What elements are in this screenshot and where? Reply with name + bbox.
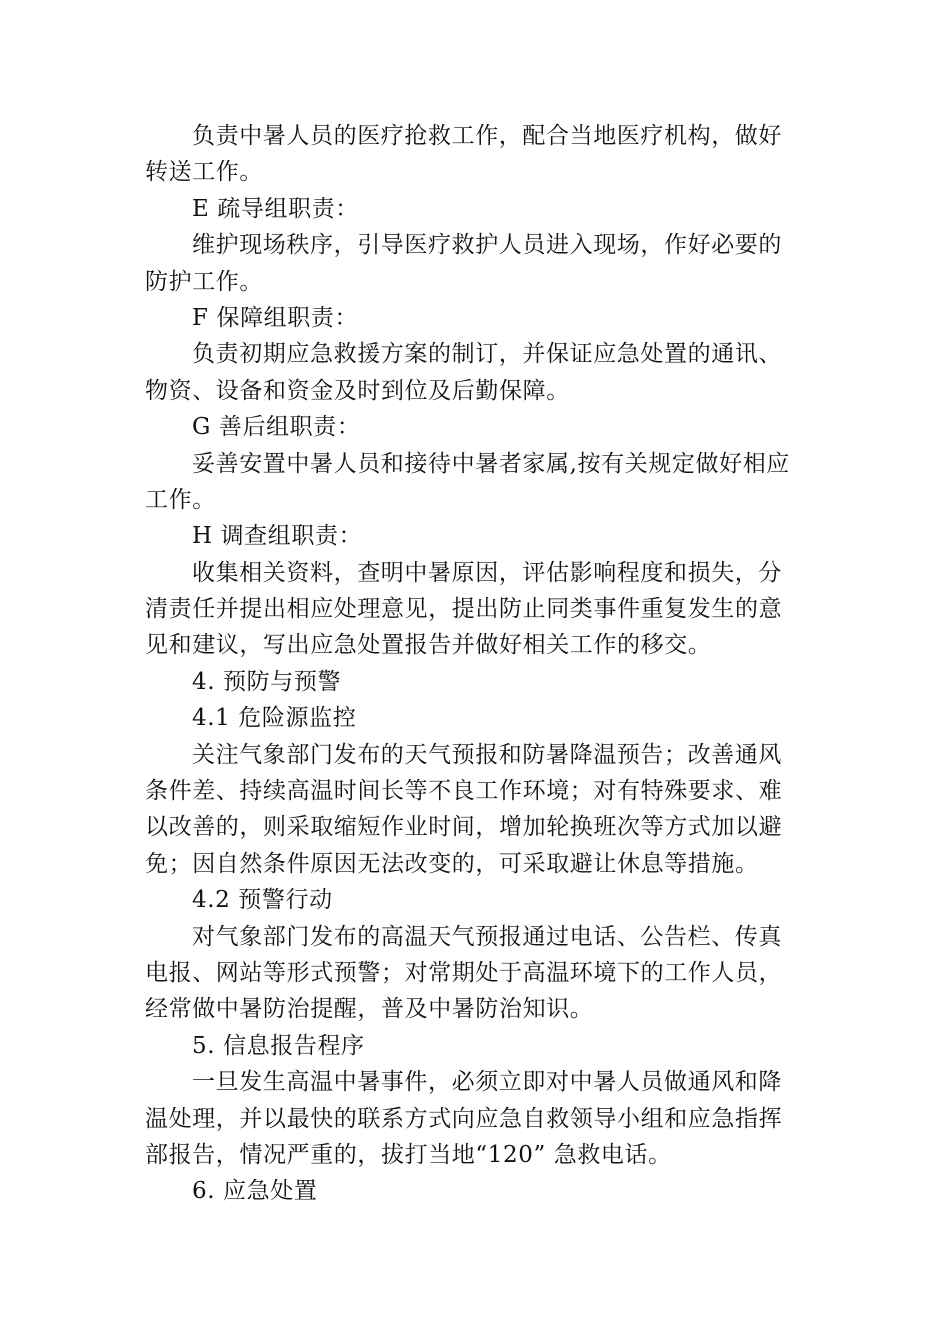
text-line: 维护现场秩序，引导医疗救护人员进入现场，作好必要的 [192, 232, 782, 259]
text-line: F 保障组职责： [192, 304, 359, 331]
text-line: 以改善的，则采取缩短作业时间，增加轮换班次等方式加以避 [145, 814, 783, 841]
text-line: 转送工作。 [145, 159, 263, 186]
text-line: 见和建议，写出应急处置报告并做好相关工作的移交。 [145, 632, 712, 659]
text-line: 负责中暑人员的医疗抢救工作，配合当地医疗机构，做好 [192, 123, 782, 149]
text-line: 清责任并提出相应处理意见，提出防止同类事件重复发生的意 [145, 596, 783, 623]
text-line: 免；因自然条件原因无法改变的，可采取避让休息等措施。 [145, 850, 759, 877]
text-line: 对气象部门发布的高温天气预报通过电话、公告栏、传真 [192, 923, 782, 950]
text-line: 4. 预防与预警 [192, 668, 342, 695]
text-line: 条件差、持续高温时间长等不良工作环境；对有特殊要求、难 [145, 778, 783, 805]
text-line: 收集相关资料，查明中暑原因，评估影响程度和损失，分 [192, 559, 782, 586]
text-line: 经常做中暑防治提醒，普及中暑防治知识。 [145, 996, 594, 1023]
text-line: H 调查组职责： [192, 523, 363, 550]
text-line: 物资、设备和资金及时到位及后勤保障。 [145, 377, 570, 404]
text-line: 关注气象部门发布的天气预报和防暑降温预告；改善通风 [192, 741, 782, 768]
document-page [145, 118, 810, 1210]
text-line: 电报、网站等形式预警；对常期处于高温环境下的工作人员， [145, 959, 783, 986]
text-line: 一旦发生高温中暑事件，必须立即对中暑人员做通风和降 [192, 1069, 782, 1096]
text-line: 4.2 预警行动 [192, 887, 333, 914]
text-line: 部报告，情况严重的，拔打当地“120” 急救电话。 [145, 1141, 672, 1168]
text-line: 4.1 危险源监控 [192, 705, 357, 732]
text-line: G 善后组职责： [192, 414, 361, 441]
text-line: E 疏导组职责： [192, 195, 359, 222]
text-line: 6. 应急处置 [192, 1178, 318, 1205]
text-line: 工作。 [145, 486, 216, 513]
text-line: 防护工作。 [145, 268, 263, 295]
text-line: 负责初期应急救援方案的制订，并保证应急处置的通讯、 [192, 341, 782, 368]
text-line: 5. 信息报告程序 [192, 1032, 365, 1059]
text-line: 妥善安置中暑人员和接待中暑者家属,按有关规定做好相应 [192, 450, 790, 477]
text-line: 温处理，并以最快的联系方式向应急自救领导小组和应急指挥 [145, 1105, 783, 1132]
